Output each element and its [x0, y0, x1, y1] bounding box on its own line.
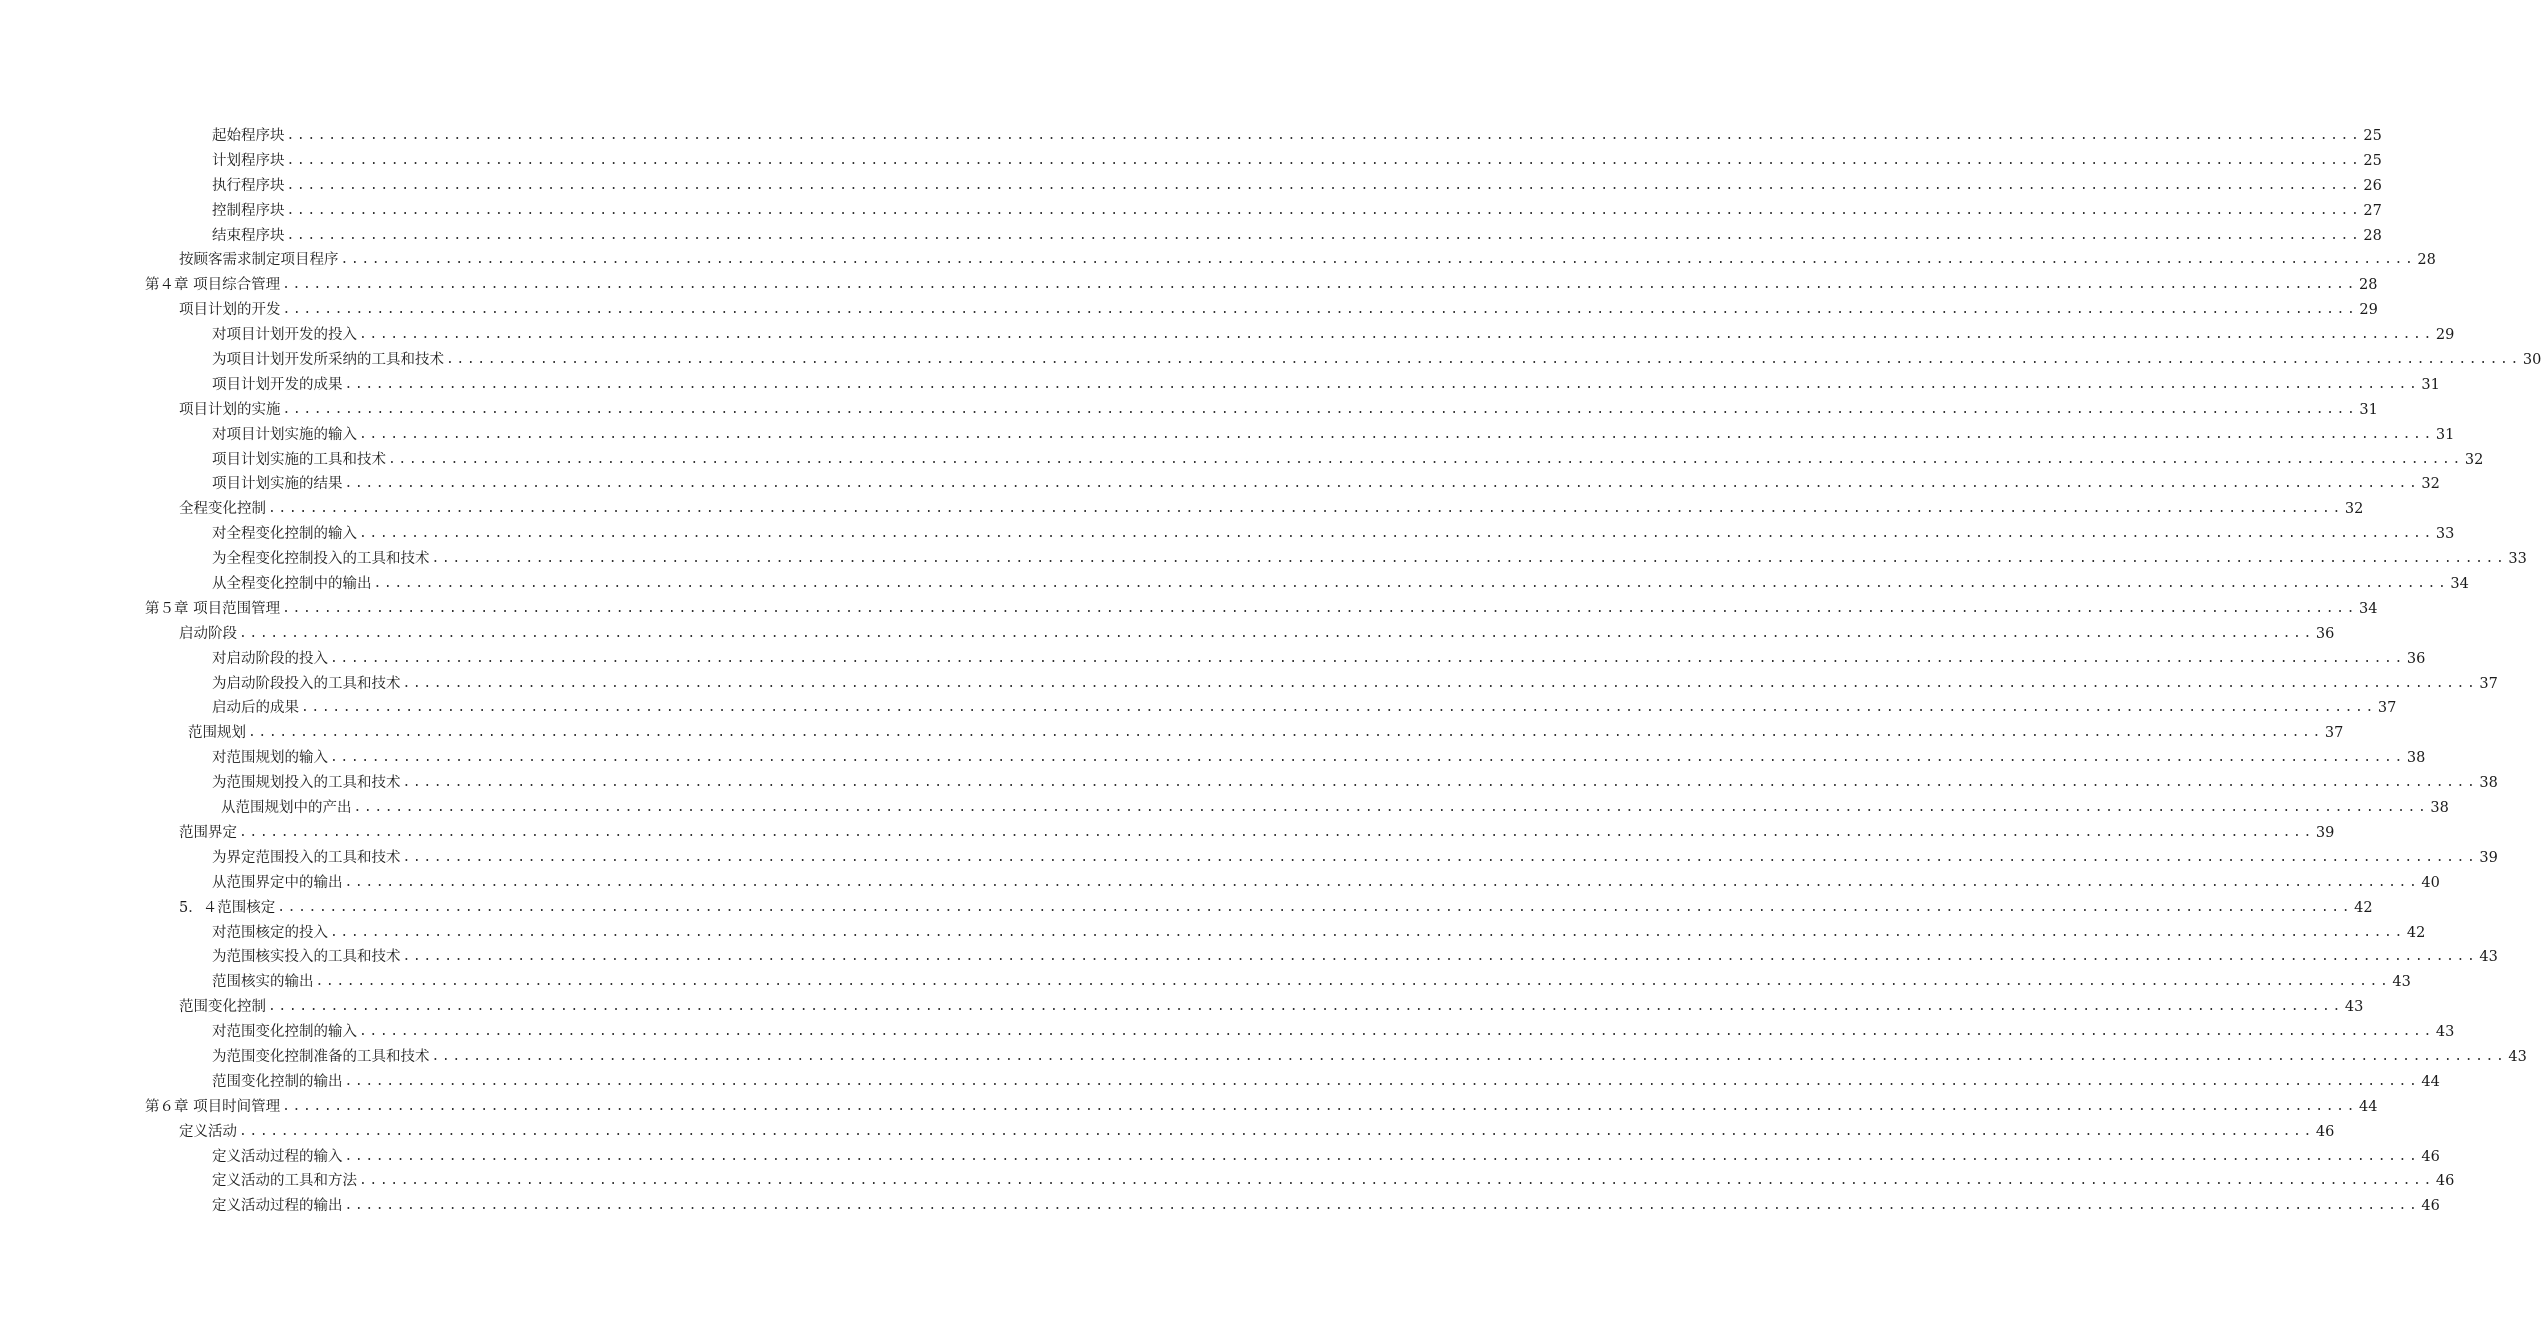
toc-entry-content [212, 1169, 2455, 1194]
toc-page-number: 46 [2315, 1123, 2335, 1140]
toc-entry[interactable] [0, 497, 2364, 522]
toc-page-number: 29 [2359, 302, 2378, 319]
toc-entry-content [212, 746, 2426, 771]
toc-entry[interactable] [0, 224, 2382, 249]
toc-entry-content [145, 273, 2378, 298]
toc-entry-content [212, 472, 2440, 497]
toc-page-number: 39 [2479, 849, 2498, 866]
toc-page-number: 44 [2421, 1073, 2440, 1090]
toc-entry[interactable] [0, 1145, 2440, 1170]
toc-page-number: 33 [2508, 551, 2527, 568]
toc-dot-leader: ....................................................................................................................................................................................................... [344, 1148, 2420, 1164]
toc-entry-content [145, 1095, 2378, 1120]
toc-entry[interactable] [0, 846, 2498, 871]
toc-entry[interactable] [0, 298, 2378, 323]
toc-dot-leader: ....................................................................................................................................................................................................... [388, 451, 2463, 467]
toc-dot-leader: ....................................................................................................................................................................................................... [239, 625, 2314, 641]
toc-entry-title: 为范围规划投入的工具和技术 [212, 775, 401, 792]
toc-entry-content [179, 1120, 2335, 1145]
toc-dot-leader: ....................................................................................................................................................................................................... [330, 750, 2405, 766]
toc-dot-leader: ....................................................................................................................................................................................................... [359, 526, 2434, 542]
toc-dot-leader: ....................................................................................................................................................................................................... [239, 1123, 2314, 1139]
toc-entry-content [179, 248, 2436, 273]
toc-entry[interactable] [0, 423, 2455, 448]
toc-dot-leader: ....................................................................................................................................................................................................... [315, 974, 2391, 990]
toc-dot-leader: ....................................................................................................................................................................................................... [301, 700, 2376, 716]
toc-entry-title: 为启动阶段投入的工具和技术 [212, 675, 401, 692]
toc-entry[interactable] [0, 647, 2426, 672]
toc-entry-content [212, 771, 2498, 796]
toc-entry[interactable] [0, 1169, 2455, 1194]
toc-page-number: 28 [2417, 252, 2436, 269]
toc-entry-title: 执行程序块 [212, 177, 285, 194]
toc-entry-content [212, 124, 2382, 149]
toc-entry-title: 项目计划开发的成果 [212, 376, 343, 393]
toc-entry-content [212, 448, 2484, 473]
toc-entry[interactable] [0, 448, 2484, 473]
toc-entry-content [179, 821, 2335, 846]
toc-entry-title: 范围变化控制 [179, 999, 266, 1016]
toc-page-number: 43 [2435, 1024, 2455, 1041]
toc-page-number: 39 [2315, 824, 2335, 841]
toc-page-number: 38 [2479, 775, 2498, 792]
toc-entry-title: 结束程序块 [212, 227, 285, 244]
toc-entry-title: 启动后的成果 [212, 700, 299, 717]
toc-entry[interactable] [0, 721, 2344, 746]
toc-dot-leader: ....................................................................................................................................................................................................... [239, 824, 2314, 840]
toc-entry[interactable] [0, 1095, 2378, 1120]
toc-dot-leader: ....................................................................................................................................................................................................... [330, 924, 2405, 940]
toc-entry-title: 按顾客需求制定项目程序 [179, 252, 339, 269]
toc-entry-title: 起始程序块 [212, 128, 285, 144]
toc-entry-title: 定义活动的工具和方法 [212, 1173, 357, 1190]
toc-dot-leader: ....................................................................................................................................................................................................... [373, 576, 2449, 592]
toc-entry-title: 范围规划 [188, 725, 246, 742]
toc-dot-leader: ....................................................................................................................................................................................................... [344, 476, 2420, 492]
toc-dot-leader: ....................................................................................................................................................................................................... [286, 152, 2362, 168]
toc-entry-title: 为界定范围投入的工具和技术 [212, 849, 401, 866]
toc-page-number: 44 [2359, 1098, 2378, 1115]
toc-dot-leader: ....................................................................................................................................................................................................... [282, 277, 2358, 293]
toc-entry-title: 为范围变化控制准备的工具和技术 [212, 1048, 430, 1065]
toc-entry[interactable] [0, 921, 2426, 946]
toc-entry-content [179, 398, 2378, 423]
toc-dot-leader: ....................................................................................................................................................................................................... [446, 352, 2521, 368]
toc-entry-title: 项目计划实施的结果 [212, 476, 343, 493]
toc-dot-leader: ....................................................................................................................................................................................................... [282, 600, 2358, 616]
toc-entry[interactable] [0, 672, 2498, 697]
toc-entry[interactable] [0, 124, 2382, 149]
toc-dot-leader: ....................................................................................................................................................................................................... [282, 401, 2358, 417]
toc-entry-content [212, 1020, 2455, 1045]
toc-page-number: 37 [2324, 725, 2344, 742]
toc-entry-content [212, 224, 2382, 249]
toc-page-number: 30 [2522, 352, 2541, 369]
toc-entry-content [212, 1145, 2440, 1170]
toc-entry-content [212, 547, 2527, 572]
toc-entry[interactable] [0, 323, 2455, 348]
toc-dot-leader: ....................................................................................................................................................................................................... [282, 302, 2358, 318]
toc-page-number: 40 [2421, 874, 2440, 891]
toc-page-number: 32 [2464, 451, 2484, 468]
toc-page-number: 34 [2359, 600, 2378, 617]
toc-dot-leader: ....................................................................................................................................................................................................... [359, 327, 2434, 343]
toc-entry-content [212, 423, 2455, 448]
toc-entry-content [179, 622, 2335, 647]
toc-entry[interactable] [0, 896, 2373, 921]
toc-entry-title: 范围变化控制的输出 [212, 1073, 343, 1090]
toc-dot-leader: ....................................................................................................................................................................................................... [431, 551, 2507, 567]
toc-entry[interactable] [0, 871, 2440, 896]
toc-dot-leader: ....................................................................................................................................................................................................... [282, 1098, 2358, 1114]
toc-dot-leader: ....................................................................................................................................................................................................... [344, 1198, 2420, 1214]
toc-entry-title: 定义活动过程的输入 [212, 1148, 343, 1165]
toc-entry[interactable] [0, 547, 2527, 572]
toc-page-number: 37 [2479, 675, 2498, 692]
toc-page-number: 38 [2430, 800, 2449, 817]
toc-entry[interactable] [0, 1194, 2440, 1219]
toc-page-number: 42 [2354, 899, 2373, 916]
toc-entry[interactable] [0, 149, 2382, 174]
toc-entry-content [212, 373, 2440, 398]
toc-entry-content [212, 1045, 2527, 1070]
toc-entry-content [212, 572, 2469, 597]
toc-entry[interactable] [0, 348, 2541, 373]
toc-page-number: 31 [2435, 426, 2455, 443]
toc-entry[interactable] [0, 199, 2382, 224]
toc-page-number: 43 [2344, 999, 2364, 1016]
toc-entry[interactable] [0, 821, 2335, 846]
toc-entry-content [212, 846, 2498, 871]
toc-page-number: 46 [2421, 1198, 2440, 1215]
toc-entry-title: 项目计划的实施 [179, 401, 281, 418]
toc-dot-leader: ....................................................................................................................................................................................................... [359, 1024, 2434, 1040]
toc-dot-leader: ....................................................................................................................................................................................................... [286, 202, 2362, 218]
toc-entry-title: 对项目计划开发的投入 [212, 327, 357, 344]
toc-page-number: 27 [2363, 202, 2382, 219]
toc-entry-content [212, 323, 2455, 348]
toc-entry-title: 对项目计划实施的输入 [212, 426, 357, 443]
toc-entry-content [212, 945, 2498, 970]
toc-entry[interactable] [0, 995, 2364, 1020]
toc-page-number: 42 [2406, 924, 2426, 941]
toc-dot-leader: ....................................................................................................................................................................................................... [286, 227, 2362, 243]
toc-entry-content [179, 497, 2364, 522]
toc-entry-title: 从范围界定中的输出 [212, 874, 343, 891]
toc-entry[interactable] [0, 373, 2440, 398]
toc-entry-content [221, 796, 2449, 821]
toc-entry-content [212, 1194, 2440, 1219]
toc-page-number: 34 [2450, 576, 2469, 593]
toc-page-number: 25 [2363, 152, 2382, 169]
toc-entry[interactable] [0, 597, 2378, 622]
toc-dot-leader: ....................................................................................................................................................................................................... [248, 725, 2323, 741]
toc-entry[interactable] [0, 174, 2382, 199]
toc-entry[interactable] [0, 970, 2411, 995]
toc-dot-leader: ....................................................................................................................................................................................................... [402, 675, 2478, 691]
toc-entry-title: 对范围规划的输入 [212, 750, 328, 767]
table-of-contents [0, 124, 2541, 1219]
toc-entry-title: 对范围变化控制的输入 [212, 1024, 357, 1041]
toc-dot-leader: ....................................................................................................................................................................................................... [268, 999, 2343, 1015]
toc-entry-title: 为项目计划开发所采纳的工具和技术 [212, 352, 444, 369]
toc-entry[interactable] [0, 622, 2335, 647]
toc-entry-content [145, 597, 2378, 622]
toc-dot-leader: ....................................................................................................................................................................................................... [359, 426, 2434, 442]
toc-page-number: 46 [2435, 1173, 2455, 1190]
toc-page-number: 31 [2359, 401, 2378, 418]
toc-entry-title: 启动阶段 [179, 625, 237, 642]
toc-entry[interactable] [0, 1045, 2527, 1070]
toc-entry[interactable] [0, 796, 2449, 821]
toc-page-number: 25 [2363, 128, 2382, 144]
toc-entry[interactable] [0, 472, 2440, 497]
toc-entry-title: 项目计划的开发 [179, 302, 281, 319]
toc-entry-title: 为全程变化控制投入的工具和技术 [212, 551, 430, 568]
toc-entry[interactable] [0, 273, 2378, 298]
toc-entry-content [212, 199, 2382, 224]
toc-entry-title: 定义活动 [179, 1123, 237, 1140]
toc-dot-leader: ....................................................................................................................................................................................................... [353, 800, 2429, 816]
toc-entry-title: 对启动阶段的投入 [212, 650, 328, 667]
toc-entry-title: 从范围规划中的产出 [221, 800, 352, 817]
toc-entry-title: 全程变化控制 [179, 501, 266, 518]
toc-dot-leader: ....................................................................................................................................................................................................... [268, 501, 2343, 517]
toc-entry-content [212, 921, 2426, 946]
toc-entry[interactable] [0, 248, 2436, 273]
toc-page-number: 43 [2392, 974, 2411, 991]
toc-entry[interactable] [0, 1020, 2455, 1045]
toc-page-number: 38 [2406, 750, 2426, 767]
toc-entry-content [188, 721, 2344, 746]
toc-entry-title: 计划程序块 [212, 152, 285, 169]
toc-dot-leader: ....................................................................................................................................................................................................... [344, 376, 2420, 392]
toc-dot-leader: ....................................................................................................................................................................................................... [344, 1073, 2420, 1089]
toc-dot-leader: ....................................................................................................................................................................................................... [286, 128, 2362, 143]
toc-entry-content [179, 995, 2364, 1020]
toc-entry-content [212, 174, 2382, 199]
toc-entry-content [212, 696, 2397, 721]
toc-entry-title: 范围界定 [179, 824, 237, 841]
toc-entry-content [179, 298, 2378, 323]
toc-entry-title: 范围核实的输出 [212, 974, 314, 991]
toc-entry[interactable] [0, 398, 2378, 423]
toc-entry-title: 对全程变化控制的输入 [212, 526, 357, 543]
toc-page-number: 26 [2363, 177, 2382, 194]
toc-dot-leader: ....................................................................................................................................................................................................... [402, 849, 2478, 865]
toc-entry-title: 第５章 项目范围管理 [145, 600, 281, 617]
toc-dot-leader: ....................................................................................................................................................................................................... [359, 1173, 2434, 1189]
toc-entry-content [212, 871, 2440, 896]
toc-page-number: 43 [2508, 1048, 2527, 1065]
toc-page-number: 46 [2421, 1148, 2440, 1165]
toc-page-number: 33 [2435, 526, 2455, 543]
toc-entry-title: 项目计划实施的工具和技术 [212, 451, 386, 468]
toc-entry[interactable] [0, 696, 2397, 721]
toc-entry[interactable] [0, 945, 2498, 970]
toc-dot-leader: ....................................................................................................................................................................................................... [344, 874, 2420, 890]
toc-page-number: 31 [2421, 376, 2440, 393]
toc-dot-leader: ....................................................................................................................................................................................................... [286, 177, 2362, 193]
toc-entry-content [212, 522, 2455, 547]
toc-entry-title: 第４章 项目综合管理 [145, 277, 281, 294]
toc-entry-content [212, 647, 2426, 672]
toc-entry-title: 为范围核实投入的工具和技术 [212, 949, 401, 966]
toc-entry-title: 定义活动过程的输出 [212, 1198, 343, 1215]
toc-entry[interactable] [0, 572, 2469, 597]
toc-entry[interactable] [0, 1070, 2440, 1095]
toc-entry[interactable] [0, 522, 2455, 547]
toc-page-number: 29 [2435, 327, 2455, 344]
toc-dot-leader: ....................................................................................................................................................................................................... [402, 949, 2478, 965]
toc-entry-content [212, 1070, 2440, 1095]
toc-dot-leader: ....................................................................................................................................................................................................... [330, 650, 2405, 666]
toc-entry-title: 控制程序块 [212, 202, 285, 219]
toc-entry[interactable] [0, 746, 2426, 771]
toc-entry-content [179, 896, 2373, 921]
toc-page-number: 37 [2377, 700, 2397, 717]
toc-dot-leader: ....................................................................................................................................................................................................... [277, 899, 2353, 915]
toc-entry-title: 从全程变化控制中的输出 [212, 576, 372, 593]
toc-entry-title: 对范围核定的投入 [212, 924, 328, 941]
toc-entry-content [212, 970, 2411, 995]
toc-dot-leader: ....................................................................................................................................................................................................... [402, 775, 2478, 791]
toc-page-number: 28 [2363, 227, 2382, 244]
toc-page-number: 28 [2359, 277, 2378, 294]
toc-page-number: 32 [2421, 476, 2440, 493]
toc-dot-leader: ....................................................................................................................................................................................................... [340, 252, 2416, 268]
toc-entry-title: 第６章 项目时间管理 [145, 1098, 281, 1115]
toc-page-number: 36 [2315, 625, 2335, 642]
toc-dot-leader: ....................................................................................................................................................................................................... [431, 1048, 2507, 1064]
toc-entry-title: 5．４范围核定 [179, 899, 276, 916]
toc-entry-content [212, 348, 2541, 373]
toc-page-number: 32 [2344, 501, 2364, 518]
toc-entry[interactable] [0, 1120, 2335, 1145]
toc-page-number: 43 [2479, 949, 2498, 966]
toc-entry-content [212, 672, 2498, 697]
toc-entry[interactable] [0, 771, 2498, 796]
toc-entry-content [212, 149, 2382, 174]
toc-page-number: 36 [2406, 650, 2426, 667]
